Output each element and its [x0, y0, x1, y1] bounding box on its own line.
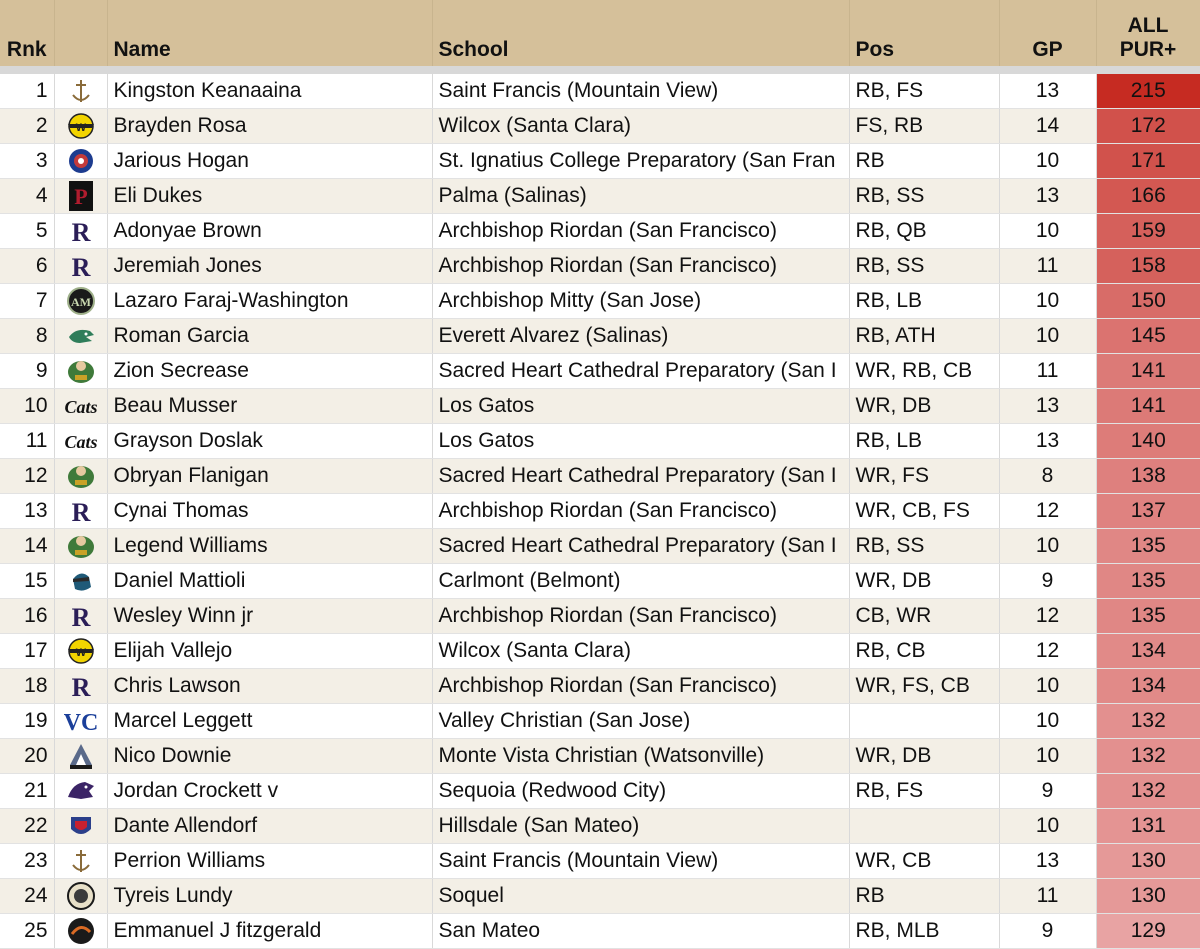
- logo-cell[interactable]: [54, 284, 107, 319]
- pos-cell[interactable]: WR, DB: [849, 564, 999, 599]
- name-cell[interactable]: Adonyae Brown: [107, 214, 432, 249]
- name-cell[interactable]: Marcel Leggett: [107, 704, 432, 739]
- name-cell[interactable]: Zion Secrease: [107, 354, 432, 389]
- header-gp[interactable]: GP: [999, 0, 1096, 70]
- logo-cell[interactable]: [54, 459, 107, 494]
- header-all-pur[interactable]: [1096, 0, 1200, 70]
- name-cell[interactable]: Legend Williams: [107, 529, 432, 564]
- logo-cell[interactable]: [54, 109, 107, 144]
- pur-cell[interactable]: 158: [1096, 249, 1200, 284]
- logo-cell[interactable]: [54, 879, 107, 914]
- pur-cell[interactable]: 134: [1096, 634, 1200, 669]
- header-row: [0, 0, 1200, 70]
- riordan-logo: [69, 673, 93, 700]
- pur-cell[interactable]: 141: [1096, 389, 1200, 424]
- logo-cell[interactable]: [54, 704, 107, 739]
- logo-cell[interactable]: [54, 844, 107, 879]
- riordan-logo: [69, 498, 93, 525]
- rank-cell[interactable]: 4: [0, 179, 54, 214]
- table-row[interactable]: [0, 70, 1200, 109]
- svg-text:R: R: [71, 498, 90, 525]
- soquel-logo: [66, 884, 96, 907]
- saint-francis-logo: [68, 79, 94, 102]
- pur-cell[interactable]: 132: [1096, 704, 1200, 739]
- pos-cell[interactable]: RB, SS: [849, 179, 999, 214]
- table-row[interactable]: [0, 739, 1200, 774]
- pur-cell[interactable]: 138: [1096, 459, 1200, 494]
- table-row[interactable]: [0, 634, 1200, 669]
- rank-cell[interactable]: 5: [0, 214, 54, 249]
- school-cell[interactable]: Archbishop Riordan (San Francisco): [432, 494, 849, 529]
- rank-cell[interactable]: 12: [0, 459, 54, 494]
- svg-text:R: R: [71, 218, 90, 245]
- logo-cell[interactable]: [54, 70, 107, 109]
- pur-cell[interactable]: 134: [1096, 669, 1200, 704]
- table-row[interactable]: [0, 284, 1200, 319]
- logo-cell[interactable]: [54, 389, 107, 424]
- logo-cell[interactable]: [54, 179, 107, 214]
- logo-cell[interactable]: [54, 424, 107, 459]
- sequoia-logo: [65, 779, 97, 802]
- table-row[interactable]: [0, 494, 1200, 529]
- gp-cell[interactable]: 12: [999, 494, 1096, 529]
- pos-cell[interactable]: RB, CB: [849, 634, 999, 669]
- table-row[interactable]: [0, 529, 1200, 564]
- sacred-heart-logo: [65, 359, 97, 382]
- everett-alvarez-logo: [66, 324, 96, 347]
- name-cell[interactable]: Kingston Keanaaina: [107, 70, 432, 109]
- pos-cell[interactable]: CB, WR: [849, 599, 999, 634]
- logo-cell[interactable]: [54, 809, 107, 844]
- table-row[interactable]: [0, 564, 1200, 599]
- header-rnk[interactable]: Rnk: [0, 0, 54, 70]
- pos-cell[interactable]: RB, LB: [849, 424, 999, 459]
- st-ignatius-logo: [67, 149, 95, 172]
- table-row[interactable]: [0, 459, 1200, 494]
- table-row[interactable]: [0, 424, 1200, 459]
- school-cell[interactable]: St. Ignatius College Preparatory (San Fran: [432, 144, 849, 179]
- school-cell[interactable]: Sequoia (Redwood City): [432, 774, 849, 809]
- gp-cell[interactable]: 10: [999, 809, 1096, 844]
- pos-cell[interactable]: FS, RB: [849, 109, 999, 144]
- sacred-heart-logo: [65, 534, 97, 557]
- pur-cell[interactable]: 150: [1096, 284, 1200, 319]
- pos-cell[interactable]: RB: [849, 879, 999, 914]
- rank-cell[interactable]: 15: [0, 564, 54, 599]
- gp-cell[interactable]: 9: [999, 774, 1096, 809]
- rank-cell[interactable]: 14: [0, 529, 54, 564]
- rank-cell[interactable]: 24: [0, 879, 54, 914]
- name-cell[interactable]: Jeremiah Jones: [107, 249, 432, 284]
- pur-cell[interactable]: 135: [1096, 599, 1200, 634]
- name-cell[interactable]: Jordan Crockett v: [107, 774, 432, 809]
- logo-cell[interactable]: [54, 354, 107, 389]
- pur-cell[interactable]: 215: [1096, 70, 1200, 109]
- pos-cell[interactable]: RB, FS: [849, 774, 999, 809]
- gp-cell[interactable]: 11: [999, 879, 1096, 914]
- monte-vista-logo: [66, 744, 96, 767]
- school-cell[interactable]: Saint Francis (Mountain View): [432, 844, 849, 879]
- school-cell[interactable]: Soquel: [432, 879, 849, 914]
- pur-cell[interactable]: 135: [1096, 564, 1200, 599]
- table-row[interactable]: [0, 319, 1200, 354]
- school-cell[interactable]: Los Gatos: [432, 424, 849, 459]
- rank-cell[interactable]: 16: [0, 599, 54, 634]
- pos-cell[interactable]: RB, ATH: [849, 319, 999, 354]
- pur-cell[interactable]: 137: [1096, 494, 1200, 529]
- name-cell[interactable]: Lazaro Faraj-Washington: [107, 284, 432, 319]
- logo-cell[interactable]: [54, 669, 107, 704]
- pos-cell[interactable]: WR, RB, CB: [849, 354, 999, 389]
- name-cell[interactable]: Eli Dukes: [107, 179, 432, 214]
- school-cell[interactable]: Archbishop Riordan (San Francisco): [432, 214, 849, 249]
- school-cell[interactable]: Saint Francis (Mountain View): [432, 70, 849, 109]
- table-row[interactable]: [0, 844, 1200, 879]
- school-cell[interactable]: Sacred Heart Cathedral Preparatory (San I: [432, 529, 849, 564]
- name-cell[interactable]: Daniel Mattioli: [107, 564, 432, 599]
- school-cell[interactable]: Archbishop Riordan (San Francisco): [432, 669, 849, 704]
- pos-cell[interactable]: [849, 704, 999, 739]
- header-pos[interactable]: Pos: [849, 0, 999, 70]
- school-cell[interactable]: Archbishop Riordan (San Francisco): [432, 599, 849, 634]
- table-row[interactable]: [0, 669, 1200, 704]
- san-mateo-logo: [65, 919, 97, 942]
- pur-cell[interactable]: 132: [1096, 774, 1200, 809]
- logo-cell[interactable]: [54, 249, 107, 284]
- los-gatos-logo: [63, 394, 99, 417]
- rank-cell[interactable]: 19: [0, 704, 54, 739]
- table-row[interactable]: [0, 109, 1200, 144]
- gp-cell[interactable]: 11: [999, 249, 1096, 284]
- name-cell[interactable]: Dante Allendorf: [107, 809, 432, 844]
- gp-cell[interactable]: 9: [999, 914, 1096, 949]
- pur-cell[interactable]: 130: [1096, 844, 1200, 879]
- pos-cell[interactable]: RB, MLB: [849, 914, 999, 949]
- svg-text:P: P: [73, 184, 88, 209]
- school-cell[interactable]: Los Gatos: [432, 389, 849, 424]
- table-row[interactable]: [0, 599, 1200, 634]
- svg-text:R: R: [71, 253, 90, 280]
- gp-cell[interactable]: 13: [999, 70, 1096, 109]
- pur-cell[interactable]: 132: [1096, 739, 1200, 774]
- pur-cell[interactable]: 140: [1096, 424, 1200, 459]
- gp-cell[interactable]: 10: [999, 529, 1096, 564]
- name-cell[interactable]: Grayson Doslak: [107, 424, 432, 459]
- pos-cell[interactable]: WR, FS, CB: [849, 669, 999, 704]
- riordan-logo: [69, 253, 93, 280]
- pur-cell[interactable]: 172: [1096, 109, 1200, 144]
- school-cell[interactable]: Carlmont (Belmont): [432, 564, 849, 599]
- gp-cell[interactable]: 10: [999, 144, 1096, 179]
- table-row[interactable]: [0, 914, 1200, 949]
- riordan-logo: [69, 603, 93, 630]
- pur-cell[interactable]: 131: [1096, 809, 1200, 844]
- pur-cell[interactable]: 141: [1096, 354, 1200, 389]
- svg-text:Cats: Cats: [63, 397, 98, 417]
- logo-cell[interactable]: [54, 599, 107, 634]
- svg-text:W: W: [75, 647, 86, 659]
- name-cell[interactable]: Roman Garcia: [107, 319, 432, 354]
- pur-cell[interactable]: 166: [1096, 179, 1200, 214]
- name-cell[interactable]: Wesley Winn jr: [107, 599, 432, 634]
- palma-logo: [68, 184, 94, 207]
- table-row[interactable]: [0, 214, 1200, 249]
- logo-cell[interactable]: [54, 494, 107, 529]
- logo-cell[interactable]: [54, 319, 107, 354]
- school-cell[interactable]: Wilcox (Santa Clara): [432, 634, 849, 669]
- school-cell[interactable]: San Mateo: [432, 914, 849, 949]
- school-cell[interactable]: Everett Alvarez (Salinas): [432, 319, 849, 354]
- table-row[interactable]: [0, 144, 1200, 179]
- pos-cell[interactable]: [849, 809, 999, 844]
- rank-cell[interactable]: 13: [0, 494, 54, 529]
- logo-cell[interactable]: [54, 774, 107, 809]
- mitty-logo: [66, 289, 96, 312]
- name-cell[interactable]: Obryan Flanigan: [107, 459, 432, 494]
- name-cell[interactable]: Brayden Rosa: [107, 109, 432, 144]
- carlmont-logo: [67, 569, 95, 592]
- rank-cell[interactable]: 2: [0, 109, 54, 144]
- name-cell[interactable]: Tyreis Lundy: [107, 879, 432, 914]
- rank-cell[interactable]: 1: [0, 70, 54, 109]
- table-body: [0, 70, 1200, 949]
- pos-cell[interactable]: WR, DB: [849, 739, 999, 774]
- table-row[interactable]: [0, 809, 1200, 844]
- svg-text:AM: AM: [70, 295, 91, 309]
- pos-cell[interactable]: WR, FS: [849, 459, 999, 494]
- header-pur-line2: PUR+: [1119, 38, 1177, 61]
- pos-cell[interactable]: WR, CB, FS: [849, 494, 999, 529]
- gp-cell[interactable]: 10: [999, 704, 1096, 739]
- pos-cell[interactable]: RB, LB: [849, 284, 999, 319]
- rank-cell[interactable]: 21: [0, 774, 54, 809]
- pos-cell[interactable]: RB, QB: [849, 214, 999, 249]
- gp-cell[interactable]: 14: [999, 109, 1096, 144]
- gp-cell[interactable]: 12: [999, 599, 1096, 634]
- gp-cell[interactable]: 10: [999, 214, 1096, 249]
- sacred-heart-logo: [65, 464, 97, 487]
- pur-cell[interactable]: 145: [1096, 319, 1200, 354]
- gp-cell[interactable]: 10: [999, 669, 1096, 704]
- gp-cell[interactable]: 12: [999, 634, 1096, 669]
- pos-cell[interactable]: WR, CB: [849, 844, 999, 879]
- valley-christian-logo: [63, 709, 98, 736]
- gp-cell[interactable]: 13: [999, 424, 1096, 459]
- name-cell[interactable]: Nico Downie: [107, 739, 432, 774]
- rank-cell[interactable]: 9: [0, 354, 54, 389]
- logo-cell[interactable]: [54, 634, 107, 669]
- svg-text:R: R: [71, 673, 90, 700]
- svg-text:R: R: [71, 603, 90, 630]
- name-cell[interactable]: Cynai Thomas: [107, 494, 432, 529]
- school-cell[interactable]: Sacred Heart Cathedral Preparatory (San I: [432, 354, 849, 389]
- school-cell[interactable]: Hillsdale (San Mateo): [432, 809, 849, 844]
- rank-cell[interactable]: 6: [0, 249, 54, 284]
- header-pur-line1: ALL: [1127, 14, 1169, 37]
- name-cell[interactable]: Perrion Williams: [107, 844, 432, 879]
- school-cell[interactable]: Archbishop Riordan (San Francisco): [432, 249, 849, 284]
- pos-cell[interactable]: WR, DB: [849, 389, 999, 424]
- rank-cell[interactable]: 22: [0, 809, 54, 844]
- name-cell[interactable]: Chris Lawson: [107, 669, 432, 704]
- table-row[interactable]: [0, 879, 1200, 914]
- svg-text:Cats: Cats: [63, 432, 98, 452]
- table-row[interactable]: [0, 249, 1200, 284]
- pos-cell[interactable]: RB: [849, 144, 999, 179]
- gp-cell[interactable]: 9: [999, 564, 1096, 599]
- svg-text:W: W: [75, 122, 86, 134]
- logo-cell[interactable]: [54, 529, 107, 564]
- rank-cell[interactable]: 11: [0, 424, 54, 459]
- name-cell[interactable]: Emmanuel J fitzgerald: [107, 914, 432, 949]
- table-row[interactable]: [0, 179, 1200, 214]
- rank-cell[interactable]: 10: [0, 389, 54, 424]
- school-cell[interactable]: Palma (Salinas): [432, 179, 849, 214]
- saint-francis-logo: [68, 849, 94, 872]
- table-row[interactable]: [0, 704, 1200, 739]
- rank-cell[interactable]: 7: [0, 284, 54, 319]
- gp-cell[interactable]: 8: [999, 459, 1096, 494]
- gp-cell[interactable]: 10: [999, 739, 1096, 774]
- header-school[interactable]: School: [432, 0, 849, 70]
- school-cell[interactable]: Monte Vista Christian (Watsonville): [432, 739, 849, 774]
- svg-text:VC: VC: [63, 710, 98, 736]
- pur-cell[interactable]: 135: [1096, 529, 1200, 564]
- rank-cell[interactable]: 18: [0, 669, 54, 704]
- gp-cell[interactable]: 11: [999, 354, 1096, 389]
- logo-cell[interactable]: [54, 739, 107, 774]
- gp-cell[interactable]: 13: [999, 844, 1096, 879]
- school-cell[interactable]: Wilcox (Santa Clara): [432, 109, 849, 144]
- riordan-logo: [69, 218, 93, 245]
- gp-cell[interactable]: 13: [999, 389, 1096, 424]
- header-name[interactable]: Name: [107, 0, 432, 70]
- pos-cell[interactable]: RB, SS: [849, 249, 999, 284]
- rank-cell[interactable]: 17: [0, 634, 54, 669]
- rank-cell[interactable]: 8: [0, 319, 54, 354]
- school-cell[interactable]: Valley Christian (San Jose): [432, 704, 849, 739]
- school-cell[interactable]: Sacred Heart Cathedral Preparatory (San I: [432, 459, 849, 494]
- gp-cell[interactable]: 13: [999, 179, 1096, 214]
- logo-cell[interactable]: [54, 564, 107, 599]
- logo-cell[interactable]: [54, 214, 107, 249]
- hillsdale-logo: [66, 814, 96, 837]
- pur-cell[interactable]: 129: [1096, 914, 1200, 949]
- table-row[interactable]: [0, 389, 1200, 424]
- pur-cell[interactable]: 159: [1096, 214, 1200, 249]
- name-cell[interactable]: Jarious Hogan: [107, 144, 432, 179]
- logo-cell[interactable]: [54, 914, 107, 949]
- rank-cell[interactable]: 23: [0, 844, 54, 879]
- pos-cell[interactable]: RB, SS: [849, 529, 999, 564]
- header-logo[interactable]: [54, 0, 107, 70]
- table-row[interactable]: [0, 354, 1200, 389]
- school-cell[interactable]: Archbishop Mitty (San Jose): [432, 284, 849, 319]
- table-row[interactable]: [0, 774, 1200, 809]
- logo-cell[interactable]: [54, 144, 107, 179]
- gp-cell[interactable]: 10: [999, 284, 1096, 319]
- rank-cell[interactable]: 3: [0, 144, 54, 179]
- pos-cell[interactable]: RB, FS: [849, 70, 999, 109]
- pur-cell[interactable]: 171: [1096, 144, 1200, 179]
- wilcox-logo: [66, 639, 96, 662]
- name-cell[interactable]: Elijah Vallejo: [107, 634, 432, 669]
- rank-cell[interactable]: 25: [0, 914, 54, 949]
- name-cell[interactable]: Beau Musser: [107, 389, 432, 424]
- los-gatos-logo: [63, 429, 99, 452]
- wilcox-logo: [66, 114, 96, 137]
- rank-cell[interactable]: 20: [0, 739, 54, 774]
- pur-cell[interactable]: 130: [1096, 879, 1200, 914]
- gp-cell[interactable]: 10: [999, 319, 1096, 354]
